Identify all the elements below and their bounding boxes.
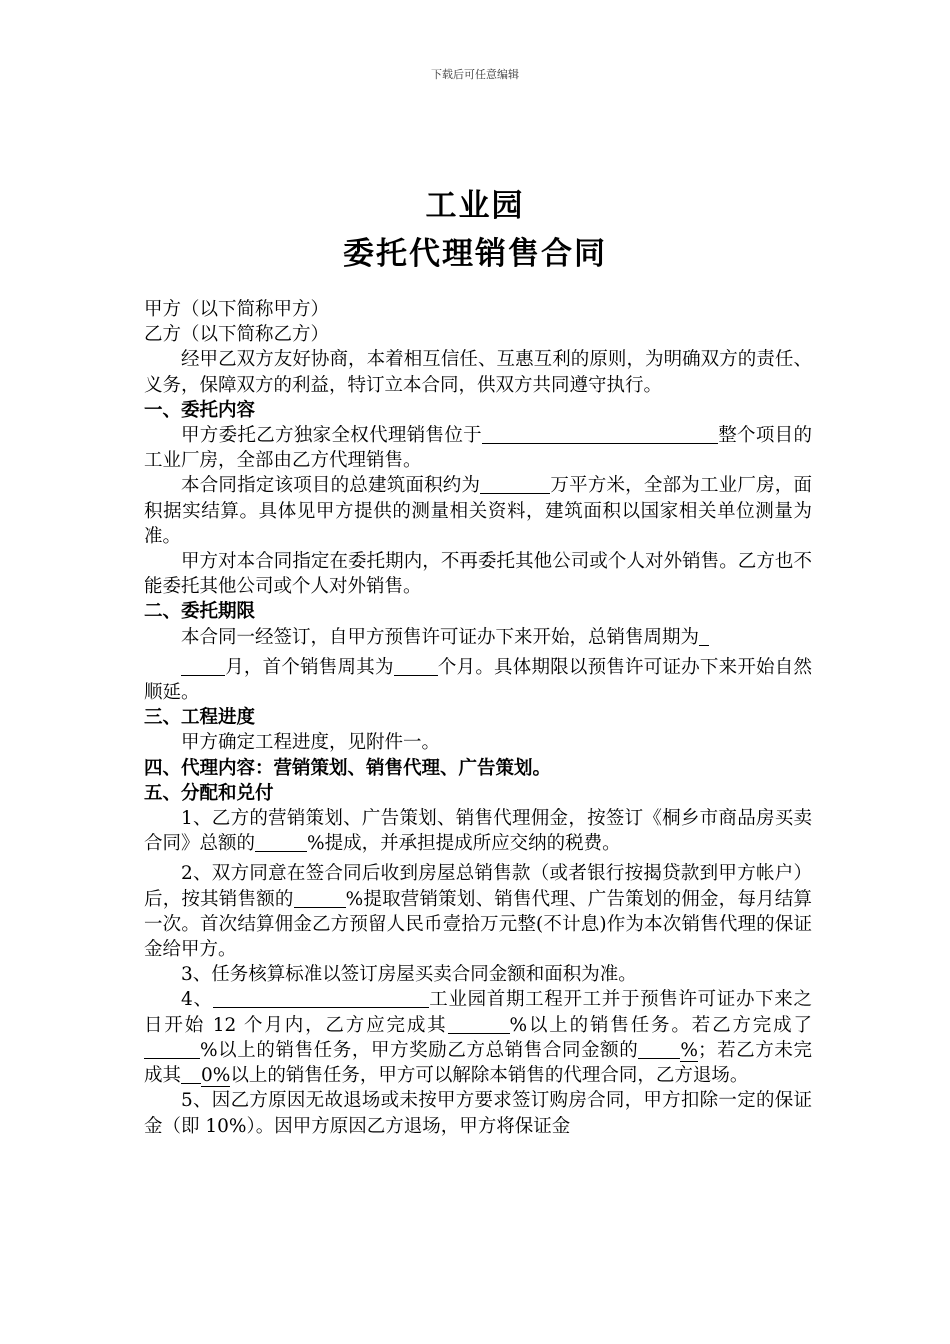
blank-location — [482, 423, 718, 444]
section-5-clause-4 — [144, 987, 812, 1088]
text: 万平方米，全部为工业厂房，面积据实结算。具体见甲方提供的测量相关资料，建筑面积以国家相关单位测量为准。 — [144, 475, 812, 547]
text: 2、双方同意在签合同后收到房屋总销售款（或者银行按揭贷款到甲方帐户）后，按其销售额的 — [144, 863, 812, 910]
section-2-paragraph-2 — [144, 655, 812, 705]
text: 4、 — [181, 989, 213, 1011]
text: 个月。具体期限以预售许可证办下来开始自然顺延。 — [144, 656, 812, 704]
section-1-heading: 一、委托内容 — [144, 399, 256, 421]
section-5-clause-1 — [144, 806, 812, 856]
min-rate-value: 0% — [201, 1065, 231, 1087]
intro-paragraph: 经甲乙双方友好协商，本着相互信任、互惠互利的原则，为明确双方的责任、义务，保障双方的利益，特订立本合同，供双方共同遵守执行。 — [144, 349, 812, 396]
blank-reward-rate — [638, 1038, 680, 1059]
text: 工业园首期工程开工并于预售许可证办下来之日开始 12 个月内，乙方应完成其 — [144, 989, 812, 1036]
contract-body — [144, 297, 812, 1139]
section-3-heading: 三、工程进度 — [144, 707, 256, 729]
blank-area — [480, 473, 550, 494]
text: %提取营销策划、销售代理、广告策划的佣金，每月结算一次。首次结算佣金乙方预留人民币壹拾万元整(不计息)作为本次销售代理的保证金给甲方。 — [144, 888, 812, 961]
header-note: 下载后可任意编辑 — [431, 68, 519, 81]
text: 以上的销售任务，甲方可以解除本销售的代理合同，乙方退场。 — [230, 1065, 749, 1087]
section-5-clause-3: 3、任务核算标准以签订房屋买卖合同金额和面积为准。 — [181, 964, 637, 986]
blank-months — [181, 655, 225, 676]
text: 整个项目的工业厂房，全部由乙方代理销售。 — [144, 425, 812, 472]
section-1-paragraph-2 — [144, 473, 812, 549]
section-2-heading: 二、委托期限 — [144, 601, 256, 623]
section-2-paragraph-1 — [144, 625, 812, 650]
section-5-heading: 五、分配和兑付 — [144, 782, 274, 804]
blank-completed-rate — [144, 1038, 200, 1059]
section-5-clause-5: 5、因乙方原因无故退场或未按甲方要求签订购房合同，甲方扣除一定的保证金（即 10%）。因甲方原因乙方退场，甲方将保证金 — [144, 1090, 812, 1137]
section-1-paragraph-1 — [144, 423, 812, 473]
blank-first-period — [394, 655, 438, 676]
blank-sales-rate — [294, 887, 346, 908]
blank-park-name — [213, 987, 429, 1008]
section-5-clause-2 — [144, 861, 812, 962]
section-4-heading: 四、代理内容：营销策划、销售代理、广告策划。 — [144, 757, 552, 779]
text: 1、乙方的营销策划、广告策划、销售代理佣金，按签订《桐乡市商品房买卖合同》总额的 — [144, 808, 812, 855]
document-title-line2: 委托代理销售合同 — [343, 236, 607, 272]
text: %以上的销售任务。若乙方完成了 — [509, 1014, 812, 1036]
document-title-line1: 工业园 — [425, 188, 525, 224]
blank-commission-rate — [255, 831, 307, 852]
blank-period — [699, 625, 709, 646]
text: %以上的销售任务，甲方奖励乙方总销售合同金额的 — [200, 1039, 639, 1061]
section-1-paragraph-3: 甲方对本合同指定在委托期内，不再委托其他公司或个人对外销售。乙方也不能委托其他公司或个人对外销售。 — [144, 551, 812, 598]
text: 本合同一经签订，自甲方预售许可证办下来开始，总销售周期为 — [181, 626, 700, 648]
text: %提成，并承担提成所应交纳的税费。 — [307, 833, 621, 855]
text: 甲方委托乙方独家全权代理销售位于 — [181, 425, 482, 447]
party-a-line: 甲方（以下简称甲方） — [144, 299, 330, 320]
section-3-paragraph-1: 甲方确定工程进度，见附件一。 — [181, 732, 441, 754]
reward-percent-sign: % — [680, 1039, 698, 1061]
party-b-line: 乙方（以下简称乙方） — [144, 324, 330, 346]
blank-target-rate — [448, 1013, 510, 1034]
text: 本合同指定该项目的总建筑面积约为 — [181, 475, 481, 497]
text: ；若乙方未完成其 — [144, 1039, 812, 1087]
blank-min-rate — [181, 1063, 201, 1084]
text: 月，首个销售周其为 — [225, 656, 394, 678]
